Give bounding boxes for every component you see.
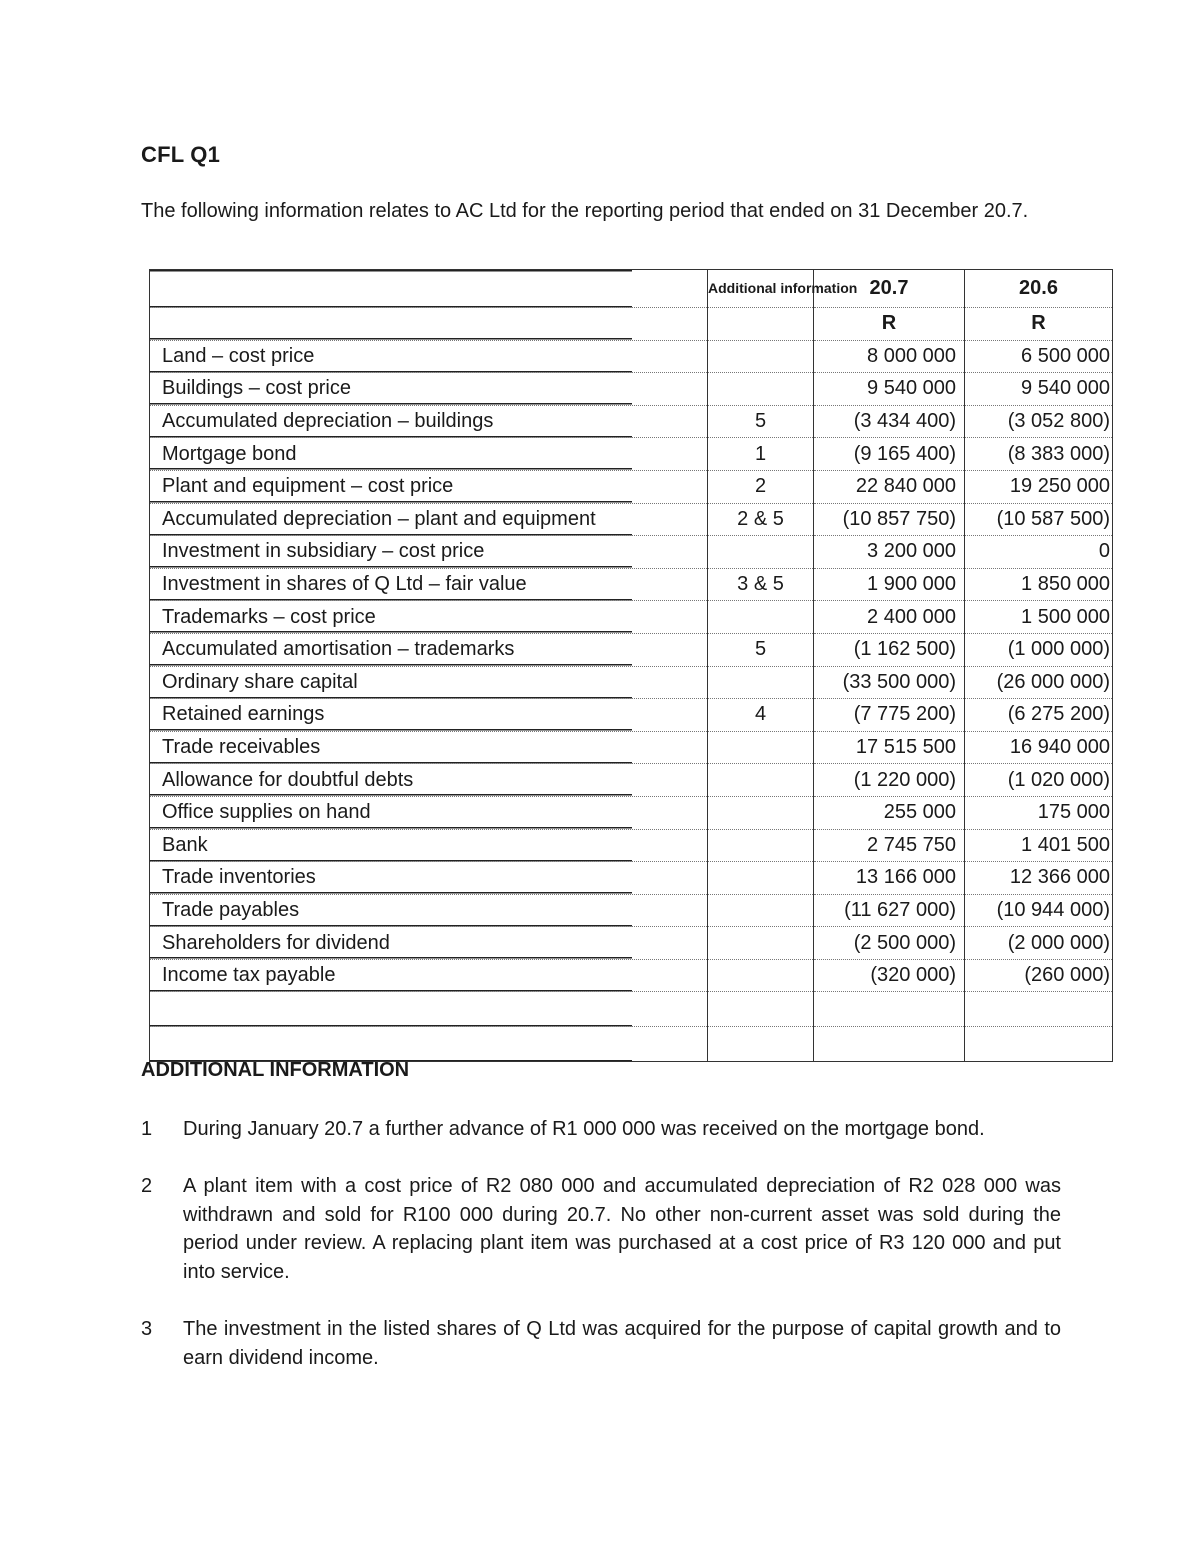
table-row	[150, 405, 1113, 438]
row-note-ref	[708, 796, 814, 829]
table-empty-row	[150, 1027, 1113, 1062]
additional-item	[141, 1315, 1061, 1372]
row-label: Office supplies on hand	[150, 796, 708, 829]
row-value-206: 175 000	[965, 796, 1113, 829]
unit-206-cell	[965, 308, 1113, 341]
row-value-206: (10 944 000)	[965, 894, 1113, 927]
row-value-206: 1 500 000	[965, 601, 1113, 634]
row-value-206: (3 052 800)	[965, 405, 1113, 438]
row-value-207: (11 627 000)	[814, 894, 965, 927]
additional-item	[141, 1115, 1061, 1144]
row-value-207: 22 840 000	[814, 470, 965, 503]
row-label: Bank	[150, 829, 708, 862]
additional-item-number: 1	[141, 1118, 153, 1140]
row-value-207: 1 900 000	[814, 568, 965, 601]
table-row	[150, 666, 1113, 699]
additional-item-text: A plant item with a cost price of R2 080 000 and accumulated depreciation of R2 028 000 was withdrawn and sold for R100 000 during 20.7. No other non-current asset was sold during the period under review. A replacing plant item was purchased at a cost price of R3 120 000 and put into service.	[183, 1175, 1061, 1283]
unit-label-cell	[150, 308, 708, 341]
row-value-207: 8 000 000	[814, 340, 965, 373]
additional-item-number: 2	[141, 1175, 153, 1197]
table-row	[150, 470, 1113, 503]
row-note-ref	[708, 862, 814, 895]
table-row	[150, 633, 1113, 666]
table-row	[150, 829, 1113, 862]
row-label: Income tax payable	[150, 959, 708, 992]
row-value-207: 9 540 000	[814, 373, 965, 406]
row-note-ref: 3 & 5	[708, 568, 814, 601]
table-row	[150, 438, 1113, 471]
row-value-206: (1 000 000)	[965, 633, 1113, 666]
table-row	[150, 503, 1113, 536]
row-label: Trademarks – cost price	[150, 601, 708, 634]
empty-label-cell	[150, 1027, 708, 1062]
row-value-206: (260 000)	[965, 959, 1113, 992]
row-note-ref	[708, 959, 814, 992]
empty-206-cell	[965, 992, 1113, 1027]
row-value-206: (8 383 000)	[965, 438, 1113, 471]
table-row	[150, 796, 1113, 829]
row-label: Land – cost price	[150, 340, 708, 373]
trial-balance-table	[149, 269, 1113, 1062]
empty-207-cell	[814, 992, 965, 1027]
row-note-ref	[708, 666, 814, 699]
row-note-ref	[708, 894, 814, 927]
row-value-206: 0	[965, 536, 1113, 569]
row-label: Trade inventories	[150, 862, 708, 895]
row-label: Trade receivables	[150, 731, 708, 764]
row-label: Mortgage bond	[150, 438, 708, 471]
row-label: Investment in shares of Q Ltd – fair value	[150, 568, 708, 601]
header-year-206-cell	[965, 270, 1113, 308]
row-note-ref: 5	[708, 405, 814, 438]
row-value-206: 6 500 000	[965, 340, 1113, 373]
row-value-207: (2 500 000)	[814, 927, 965, 960]
unit-207: R	[881, 312, 897, 335]
row-value-206: 1 401 500	[965, 829, 1113, 862]
empty-label-cell	[150, 992, 708, 1027]
row-label: Ordinary share capital	[150, 666, 708, 699]
row-note-ref	[708, 927, 814, 960]
row-value-207: (10 857 750)	[814, 503, 965, 536]
page-title: CFL Q1	[141, 142, 221, 167]
unit-206: R	[1031, 312, 1046, 335]
row-note-ref	[708, 536, 814, 569]
row-value-206: (1 020 000)	[965, 764, 1113, 797]
row-label: Accumulated depreciation – plant and equipment	[150, 503, 708, 536]
empty-note-cell	[708, 992, 814, 1027]
additional-item-text: The investment in the listed shares of Q Ltd was acquired for the purpose of capital growth and to earn dividend income.	[183, 1318, 1061, 1369]
row-value-207: 255 000	[814, 796, 965, 829]
row-value-207: (3 434 400)	[814, 405, 965, 438]
additional-item	[141, 1172, 1061, 1286]
header-year-206: 20.6	[1019, 277, 1058, 299]
row-value-207: 17 515 500	[814, 731, 965, 764]
row-label: Trade payables	[150, 894, 708, 927]
row-note-ref: 5	[708, 633, 814, 666]
table-row	[150, 373, 1113, 406]
table-unit-row	[150, 308, 1113, 341]
additional-item-number: 3	[141, 1318, 153, 1340]
row-value-206: (10 587 500)	[965, 503, 1113, 536]
row-note-ref: 2	[708, 470, 814, 503]
row-value-207: (7 775 200)	[814, 699, 965, 732]
row-value-207: (320 000)	[814, 959, 965, 992]
additional-item-text: During January 20.7 a further advance of R1 000 000 was received on the mortgage bond.	[183, 1118, 985, 1140]
table-row	[150, 340, 1113, 373]
row-note-ref: 1	[708, 438, 814, 471]
row-value-206: (2 000 000)	[965, 927, 1113, 960]
row-value-207: (33 500 000)	[814, 666, 965, 699]
row-value-206: 19 250 000	[965, 470, 1113, 503]
row-note-ref	[708, 340, 814, 373]
row-label: Retained earnings	[150, 699, 708, 732]
unit-note-cell	[708, 308, 814, 341]
row-label: Accumulated depreciation – buildings	[150, 405, 708, 438]
table-header-row	[150, 270, 1113, 308]
row-value-207: (9 165 400)	[814, 438, 965, 471]
table-row	[150, 959, 1113, 992]
row-label: Shareholders for dividend	[150, 927, 708, 960]
row-note-ref	[708, 731, 814, 764]
row-label: Buildings – cost price	[150, 373, 708, 406]
row-note-ref: 4	[708, 699, 814, 732]
empty-206-cell	[965, 1027, 1113, 1062]
row-value-206: 16 940 000	[965, 731, 1113, 764]
header-note-cell	[708, 270, 858, 308]
row-value-207: 2 400 000	[814, 601, 965, 634]
table-row	[150, 568, 1113, 601]
empty-207-cell	[814, 1027, 965, 1062]
table-row	[150, 862, 1113, 895]
table-empty-row	[150, 992, 1113, 1027]
row-value-207: 2 745 750	[814, 829, 965, 862]
table-row	[150, 731, 1113, 764]
row-value-206: (6 275 200)	[965, 699, 1113, 732]
table-row	[150, 536, 1113, 569]
table-row	[150, 699, 1113, 732]
table-row	[150, 894, 1113, 927]
row-value-206: (26 000 000)	[965, 666, 1113, 699]
row-note-ref: 2 & 5	[708, 503, 814, 536]
table-row	[150, 927, 1113, 960]
row-label: Accumulated amortisation – trademarks	[150, 633, 708, 666]
row-note-ref	[708, 764, 814, 797]
row-note-ref	[708, 373, 814, 406]
additional-information-heading: ADDITIONAL INFORMATION	[141, 1059, 410, 1081]
intro-paragraph: The following information relates to AC Ltd for the reporting period that ended on 31 December 20.7.	[141, 200, 1029, 222]
row-value-207: 13 166 000	[814, 862, 965, 895]
table-row	[150, 764, 1113, 797]
row-label: Allowance for doubtful debts	[150, 764, 708, 797]
row-label: Investment in subsidiary – cost price	[150, 536, 708, 569]
header-additional-information: Additional information	[708, 280, 858, 296]
row-value-206: 12 366 000	[965, 862, 1113, 895]
unit-207-cell	[814, 308, 965, 341]
row-label: Plant and equipment – cost price	[150, 470, 708, 503]
row-value-206: 1 850 000	[965, 568, 1113, 601]
header-year-207: 20.7	[869, 277, 909, 299]
row-note-ref	[708, 601, 814, 634]
header-label-cell	[150, 270, 708, 308]
empty-note-cell	[708, 1027, 814, 1062]
table-row	[150, 601, 1113, 634]
row-value-207: 3 200 000	[814, 536, 965, 569]
row-note-ref	[708, 829, 814, 862]
row-value-207: (1 220 000)	[814, 764, 965, 797]
row-value-206: 9 540 000	[965, 373, 1113, 406]
row-value-207: (1 162 500)	[814, 633, 965, 666]
